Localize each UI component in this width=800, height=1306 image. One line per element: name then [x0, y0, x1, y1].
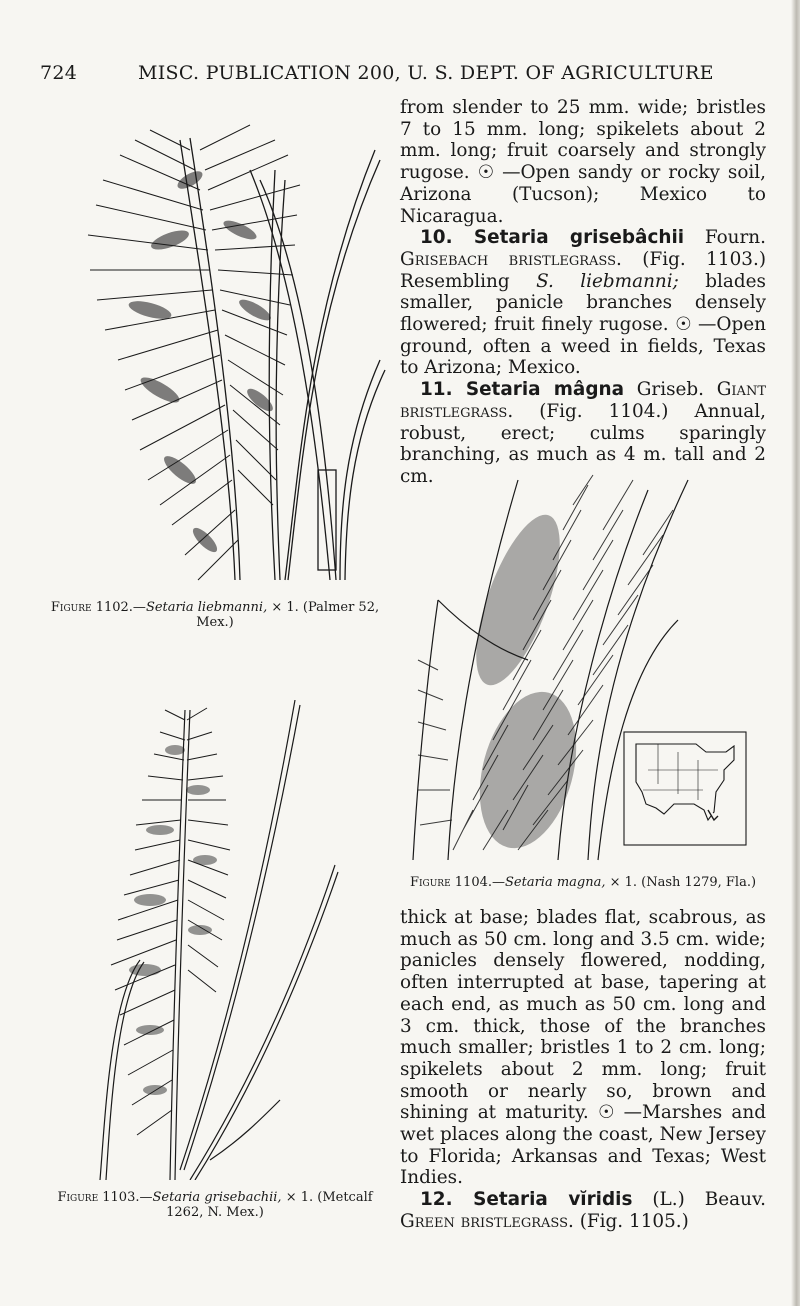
- comparison-word: Resembling: [400, 270, 510, 292]
- caption-species: Setaria magna,: [505, 875, 606, 890]
- species-heading: 12. Setaria vĭridis: [420, 1189, 633, 1211]
- species-reference: S. liebmanni;: [536, 270, 679, 292]
- species-heading: 10. Setaria grisebâchii: [420, 227, 685, 249]
- figure-1103-caption: [40, 1190, 390, 1220]
- caption-scale: × 1. (Palmer 52,: [271, 600, 380, 615]
- common-name: Green bristlegrass.: [400, 1210, 574, 1232]
- running-title: MISC. PUBLICATION 200, U. S. DEPT. OF AGRICULTURE: [138, 62, 714, 84]
- caption-label: Figure 1103.—: [57, 1190, 153, 1205]
- paragraph-setaria-grisebachii: [400, 227, 766, 379]
- paragraph-setaria-liebmanni-end: from slender to 25 mm. wide; bristles 7 to 15 mm. long; spikelets about 2 mm. long; fruit coarsely and strongly rugose. ☉ —Open sandy or rocky soil, Arizona (Tucson); Mexico to Nicaragua.: [400, 97, 766, 227]
- figure-1102-illustration: [40, 110, 390, 590]
- species-description: (Fig. 1104.) Annual, robust, erect; culms sparingly branching, as much as 4 m. tall and 2 cm.: [400, 400, 766, 487]
- caption-label: Figure 1104.—: [409, 875, 505, 890]
- caption-scale: × 1. (Metcalf: [285, 1190, 373, 1205]
- figure-reference: (Fig. 1103.): [642, 248, 766, 270]
- text-column-top: [400, 97, 766, 488]
- figure-1102-caption: [40, 600, 390, 630]
- caption-species: Setaria liebmanni,: [145, 600, 268, 615]
- caption-label: Figure 1102.—: [50, 600, 146, 615]
- figure-1104-illustration: [408, 470, 748, 865]
- caption-scale-locality: × 1. (Nash 1279, Fla.): [609, 875, 757, 890]
- species-description: blades smaller, panicle branches densely flowered; fruit finely rugose. ☉ —Open ground, often a weed in fields, Texas to Arizona; Mexico.: [400, 270, 766, 379]
- caption-locality: Mex.): [196, 615, 234, 630]
- caption-species: Setaria grisebachii,: [152, 1190, 282, 1205]
- page-edge-shadow: [791, 0, 800, 1306]
- distribution-map: [624, 732, 746, 845]
- species-author: Fourn.: [704, 227, 766, 249]
- text-column-bottom: [400, 907, 766, 1233]
- paragraph-setaria-magna-end: thick at base; blades flat, scabrous, as much as 50 cm. long and 3.5 cm. wide; panicles densely flowered, nodding, often interrupted at base, tapering at each end, as much as 50 cm. long and 3 cm. thick, those of the branches much smaller; bristles 1 to 2 cm. long; spikelets about 2 mm. long; fruit smooth or nearly so, brown and shining at maturity. ☉ —Marshes and wet places along the coast, New Jersey to Florida; Arkansas and Texas; West Indies.: [400, 907, 766, 1189]
- caption-locality: 1262, N. Mex.): [166, 1205, 264, 1220]
- common-name: Grisebach bristlegrass.: [400, 248, 622, 270]
- paragraph-setaria-viridis: [400, 1189, 766, 1232]
- figure-1103-illustration: [80, 700, 340, 1180]
- page-number: 724: [40, 62, 78, 84]
- species-author: (L.) Beauv.: [652, 1189, 767, 1211]
- species-author: Griseb.: [636, 379, 705, 401]
- common-name: Giant bristlegrass.: [400, 379, 766, 422]
- figure-reference: (Fig. 1105.): [579, 1210, 689, 1232]
- figure-1104-caption: [400, 875, 766, 890]
- species-heading: 11. Setaria mâgna: [420, 379, 625, 401]
